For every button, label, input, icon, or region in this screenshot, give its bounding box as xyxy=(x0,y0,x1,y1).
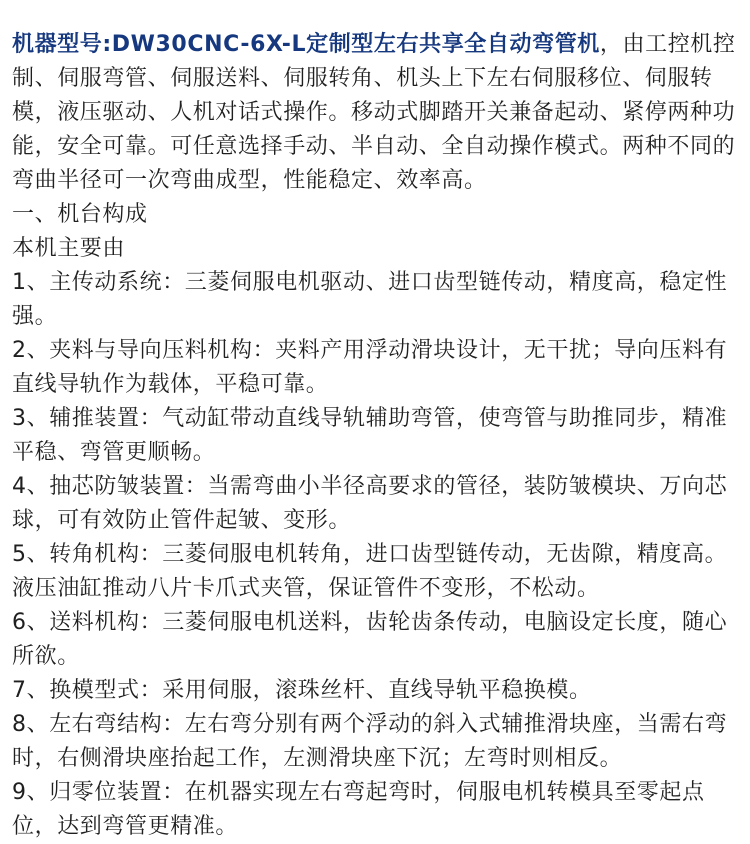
list-item: 2、夹料与导向压料机构：夹料产用浮动滑块设计，无干扰；导向压料有直线导轨作为载体，平稳可靠。 xyxy=(12,338,728,397)
list-item: 5、转角机构：三菱伺服电机转角，进口齿型链传动，无齿隙，精度高。液压油缸推动八片卡爪式夹管，保证管件不变形，不松动。 xyxy=(12,542,728,601)
section-lead: 本机主要由 xyxy=(12,236,126,261)
model-heading: 机器型号:DW30CNC-6X-L定制型左右共享全自动弯管机 xyxy=(12,32,600,57)
intro-text: ，由工控机控制、伺服弯管、伺服送料、伺服转角、机头上下左右伺服移位、伺服转模，液压驱动、人机对话式操作。移动式脚踏开关兼备起动、紧停两种功能，安全可靠。可任意选择手动、半自动、全自动操作模式。两种不同的弯曲半径可一次弯曲成型，性能稳定、效率高。 xyxy=(12,32,736,193)
list-item: 1、主传动系统：三菱伺服电机驱动、进口齿型链传动，精度高，稳定性强。 xyxy=(12,270,728,329)
list-item: 7、换模型式：采用伺服，滚珠丝杆、直线导轨平稳换模。 xyxy=(12,678,592,703)
list-item: 8、左右弯结构：左右弯分别有两个浮动的斜入式辅推滑块座，当需右弯时，右侧滑块座抬起工作，左测滑块座下沉；左弯时则相反。 xyxy=(12,712,728,771)
list-item: 3、辅推装置：气动缸带动直线导轨辅助弯管，使弯管与助推同步，精准平稳、弯管更顺畅。 xyxy=(12,406,728,465)
list-item: 9、归零位装置：在机器实现左右弯起弯时，伺服电机转模具至零起点位，达到弯管更精准。 xyxy=(12,780,705,839)
intro-paragraph xyxy=(12,28,740,198)
document-body xyxy=(12,28,740,844)
section-title: 一、机台构成 xyxy=(12,202,148,227)
list-item: 4、抽芯防皱装置：当需弯曲小半径高要求的管径，装防皱模块、万向芯球，可有效防止管件起皱、变形。 xyxy=(12,474,728,533)
list-item: 6、送料机构：三菱伺服电机送料，齿轮齿条传动，电脑设定长度，随心所欲。 xyxy=(12,610,728,669)
